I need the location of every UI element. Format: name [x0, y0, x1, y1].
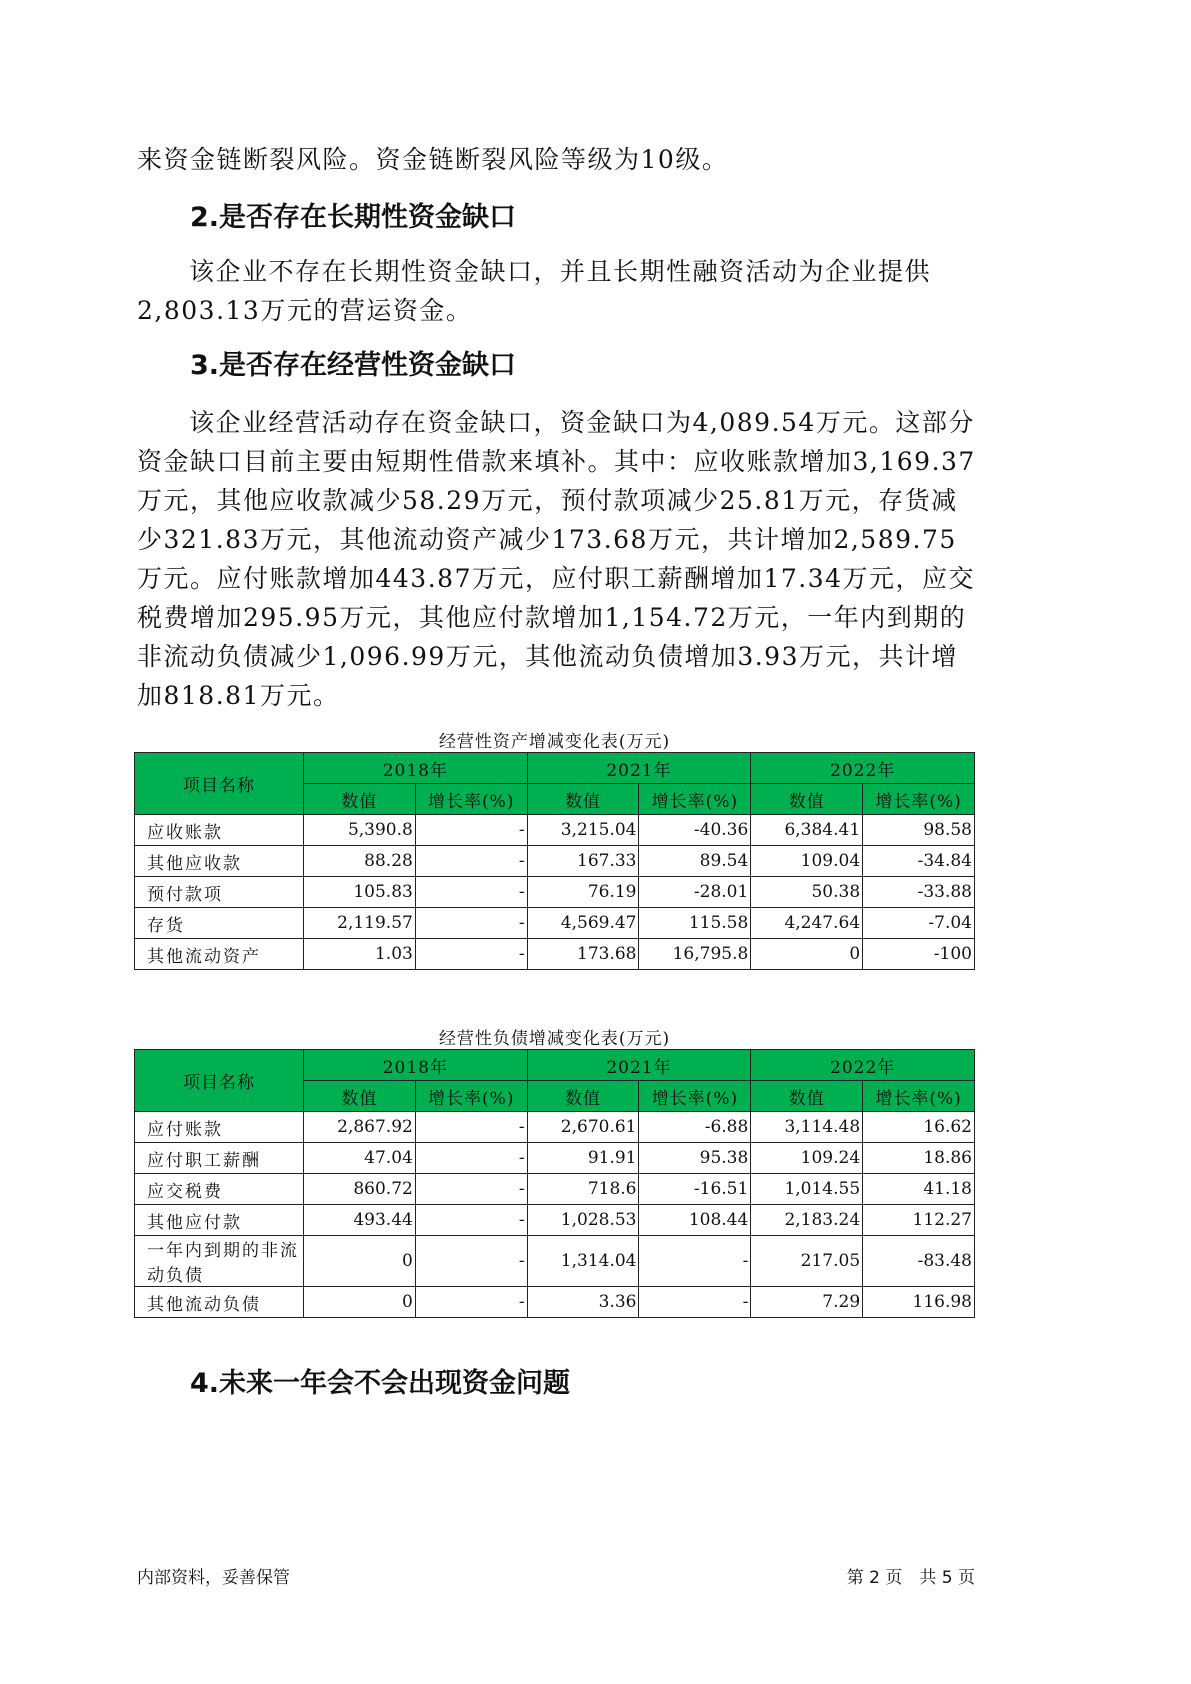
cell-growth-rate: - — [415, 1205, 527, 1236]
cell-value: 0 — [304, 1287, 416, 1318]
row-label: 存货 — [135, 908, 304, 939]
cell-value: 2,670.61 — [527, 1112, 639, 1143]
row-label: 一年内到期的非流动负债 — [135, 1236, 304, 1287]
cell-value: 1,314.04 — [527, 1236, 639, 1287]
assets-table — [134, 752, 975, 970]
col-header-year: 2021年 — [527, 753, 751, 784]
table-row — [135, 1112, 975, 1143]
cell-value: 4,247.64 — [751, 908, 863, 939]
cell-value: 47.04 — [304, 1143, 416, 1174]
row-label: 预付款项 — [135, 877, 304, 908]
col-header-rate: 增长率(%) — [863, 1081, 975, 1112]
cell-value: 167.33 — [527, 846, 639, 877]
cell-growth-rate: - — [415, 908, 527, 939]
col-header-rate: 增长率(%) — [639, 784, 751, 815]
cell-value: 217.05 — [751, 1236, 863, 1287]
cell-value: 3,114.48 — [751, 1112, 863, 1143]
col-header-name: 项目名称 — [135, 1050, 304, 1112]
liabilities-table — [134, 1049, 975, 1318]
cell-growth-rate: 89.54 — [639, 846, 751, 877]
cell-growth-rate: - — [415, 846, 527, 877]
assets-table-caption: 经营性资产增减变化表(万元) — [438, 732, 671, 752]
table-row — [135, 877, 975, 908]
col-header-name: 项目名称 — [135, 753, 304, 815]
cell-growth-rate: - — [415, 1112, 527, 1143]
cell-growth-rate: 112.27 — [863, 1205, 975, 1236]
cell-growth-rate: 98.58 — [863, 815, 975, 846]
col-header-value: 数值 — [304, 784, 416, 815]
cell-value: 5,390.8 — [304, 815, 416, 846]
col-header-value: 数值 — [527, 1081, 639, 1112]
table-row — [135, 1174, 975, 1205]
cell-growth-rate: - — [415, 1236, 527, 1287]
cell-growth-rate: 95.38 — [639, 1143, 751, 1174]
cell-growth-rate: -100 — [863, 939, 975, 970]
col-header-year: 2018年 — [304, 753, 528, 784]
col-header-value: 数值 — [751, 784, 863, 815]
col-header-value: 数值 — [751, 1081, 863, 1112]
cell-value: 2,183.24 — [751, 1205, 863, 1236]
cell-value: 173.68 — [527, 939, 639, 970]
cell-growth-rate: -34.84 — [863, 846, 975, 877]
cell-value: 0 — [751, 939, 863, 970]
cell-value: 0 — [304, 1236, 416, 1287]
table-row — [135, 846, 975, 877]
cell-growth-rate: - — [415, 939, 527, 970]
cell-value: 105.83 — [304, 877, 416, 908]
row-label: 应交税费 — [135, 1174, 304, 1205]
table-row — [135, 1143, 975, 1174]
cell-value: 1.03 — [304, 939, 416, 970]
cell-value: 76.19 — [527, 877, 639, 908]
cell-growth-rate: - — [415, 1143, 527, 1174]
col-header-rate: 增长率(%) — [415, 1081, 527, 1112]
table-row — [135, 1205, 975, 1236]
cell-value: 7.29 — [751, 1287, 863, 1318]
footer-confidential: 内部资料，妥善保管 — [137, 1568, 290, 1588]
row-label: 应付职工薪酬 — [135, 1143, 304, 1174]
cell-growth-rate: -83.48 — [863, 1236, 975, 1287]
table-row — [135, 939, 975, 970]
cell-value: 91.91 — [527, 1143, 639, 1174]
cell-value: 1,028.53 — [527, 1205, 639, 1236]
cell-growth-rate: -6.88 — [639, 1112, 751, 1143]
row-label: 应付账款 — [135, 1112, 304, 1143]
cell-growth-rate: 18.86 — [863, 1143, 975, 1174]
cell-growth-rate: - — [415, 815, 527, 846]
cell-growth-rate: - — [415, 1174, 527, 1205]
cell-growth-rate: -40.36 — [639, 815, 751, 846]
cell-value: 50.38 — [751, 877, 863, 908]
paragraph-operating-gap: 该企业经营活动存在资金缺口，资金缺口为4,089.54万元。这部分资金缺口目前主要由短期性借款来填补。其中：应收账款增加3,169.37万元，其他应收款减少58.29万元，预付款项减少25.81万元，存货减少321.83万元，其他流动资产减少173.68万元，共计增加2,589.75万元。应付账款增加443.87万元，应付职工薪酬增加17.34万元，应交税费增加295.95万元，其他应付款增加1,154.72万元，一年内到期的非流动负债减少1,096.99万元，其他流动负债增加3.93万元，共计增加818.81万元。 — [137, 408, 976, 710]
cell-growth-rate: 16,795.8 — [639, 939, 751, 970]
table-row — [135, 908, 975, 939]
paragraph-long-term-gap: 该企业不存在长期性资金缺口，并且长期性融资活动为企业提供2,803.13万元的营运资金。 — [137, 257, 932, 325]
col-header-value: 数值 — [527, 784, 639, 815]
row-label: 其他应付款 — [135, 1205, 304, 1236]
cell-growth-rate: - — [415, 877, 527, 908]
cell-value: 88.28 — [304, 846, 416, 877]
cell-growth-rate: 41.18 — [863, 1174, 975, 1205]
col-header-rate: 增长率(%) — [863, 784, 975, 815]
cell-growth-rate: 115.58 — [639, 908, 751, 939]
paragraph-risk-level: 来资金链断裂风险。资金链断裂风险等级为10级。 — [137, 145, 729, 174]
col-header-year: 2022年 — [751, 1050, 975, 1081]
col-header-year: 2022年 — [751, 753, 975, 784]
cell-value: 3,215.04 — [527, 815, 639, 846]
col-header-year: 2021年 — [527, 1050, 751, 1081]
cell-value: 1,014.55 — [751, 1174, 863, 1205]
cell-value: 718.6 — [527, 1174, 639, 1205]
cell-growth-rate: -33.88 — [863, 877, 975, 908]
heading-operating-gap: 3.是否存在经营性资金缺口 — [190, 350, 517, 381]
row-label: 应收账款 — [135, 815, 304, 846]
table-row — [135, 1287, 975, 1318]
liabilities-table-caption: 经营性负债增减变化表(万元) — [438, 1029, 671, 1049]
cell-growth-rate: - — [639, 1236, 751, 1287]
col-header-value: 数值 — [304, 1081, 416, 1112]
cell-value: 860.72 — [304, 1174, 416, 1205]
cell-value: 2,119.57 — [304, 908, 416, 939]
table-row — [135, 1236, 975, 1287]
cell-value: 109.04 — [751, 846, 863, 877]
cell-value: 3.36 — [527, 1287, 639, 1318]
footer-page-number: 第 2 页 共 5 页 — [846, 1568, 975, 1588]
heading-long-term-gap: 2.是否存在长期性资金缺口 — [190, 202, 517, 233]
col-header-rate: 增长率(%) — [415, 784, 527, 815]
cell-growth-rate: -28.01 — [639, 877, 751, 908]
cell-growth-rate: 16.62 — [863, 1112, 975, 1143]
cell-growth-rate: -7.04 — [863, 908, 975, 939]
col-header-rate: 增长率(%) — [639, 1081, 751, 1112]
table-row — [135, 815, 975, 846]
cell-growth-rate: 108.44 — [639, 1205, 751, 1236]
heading-next-year: 4.未来一年会不会出现资金问题 — [190, 1368, 571, 1399]
col-header-year: 2018年 — [304, 1050, 528, 1081]
cell-value: 6,384.41 — [751, 815, 863, 846]
cell-value: 493.44 — [304, 1205, 416, 1236]
cell-value: 4,569.47 — [527, 908, 639, 939]
cell-growth-rate: -16.51 — [639, 1174, 751, 1205]
cell-growth-rate: - — [415, 1287, 527, 1318]
cell-value: 109.24 — [751, 1143, 863, 1174]
row-label: 其他流动资产 — [135, 939, 304, 970]
cell-growth-rate: 116.98 — [863, 1287, 975, 1318]
cell-growth-rate: - — [639, 1287, 751, 1318]
cell-value: 2,867.92 — [304, 1112, 416, 1143]
row-label: 其他应收款 — [135, 846, 304, 877]
row-label: 其他流动负债 — [135, 1287, 304, 1318]
